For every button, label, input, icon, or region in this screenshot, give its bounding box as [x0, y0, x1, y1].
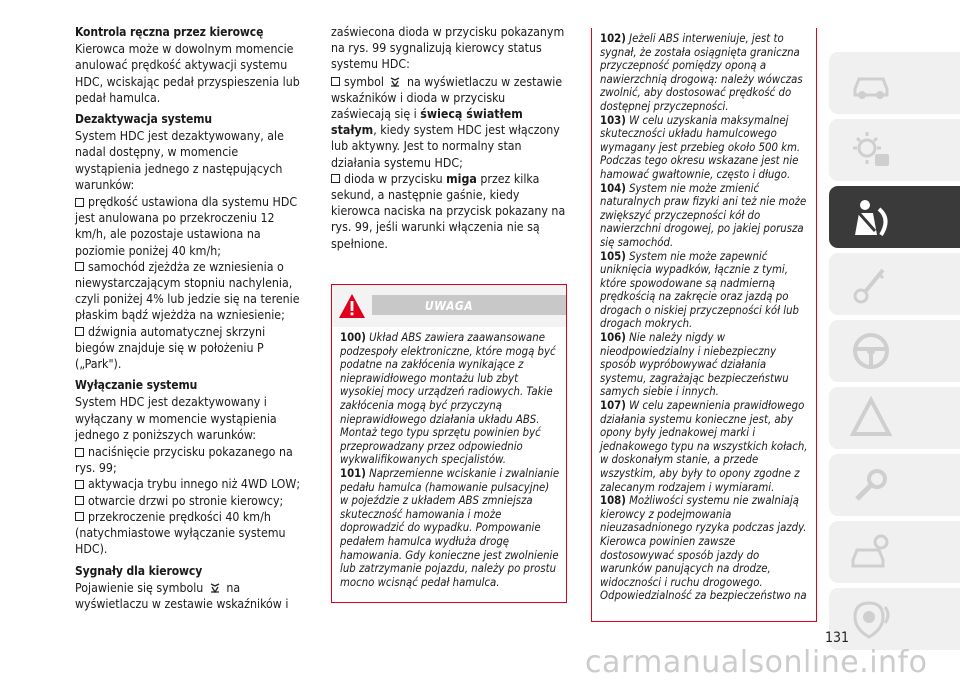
- list-item-text: dźwignia automatycznej skrzyni biegów znajduje się w położeniu P („Park").: [75, 324, 266, 372]
- warning-note: [340, 467, 560, 589]
- paragraph: System HDC jest dezaktywowany i wyłączany w momencie wystąpienia jednego z poniższych warunków:: [75, 395, 277, 442]
- list-item: [75, 509, 307, 558]
- warning-title: UWAGA: [424, 299, 474, 313]
- note-number: 106): [600, 331, 626, 345]
- checkbox-bullet-icon: [331, 77, 340, 86]
- paragraph: zaświecona dioda w przycisku pokazanym na rys. 99 sygnalizują kierowcy status systemu HDC:: [331, 25, 565, 72]
- list-item: [331, 74, 567, 171]
- note-number: 108): [600, 494, 626, 508]
- watermark: carmanualsonline.info: [585, 645, 928, 680]
- seatbelt-airbag-icon: [849, 195, 893, 239]
- list-item-text: na wyświetlaczu w zestawie wskaźników i dioda w przycisku zaświecają się i: [331, 74, 563, 122]
- chapter-tab[interactable]: [829, 387, 960, 449]
- warning-note: [600, 182, 810, 250]
- note-number: 103): [600, 113, 626, 127]
- checkbox-bullet-icon: [75, 448, 84, 457]
- list-item-text: aktywacja trybu innego niż 4WD LOW;: [88, 477, 301, 492]
- note-text: W celu uzyskania maksymalnej skuteczności układu hamulcowego wymagany jest przebieg około 500 km. Podczas tego okresu wskazane jest nie hamować gwałtownie, często i długo.: [600, 113, 801, 181]
- note-text: Jeżeli ABS interweniuje, jest to sygnał, że została osiągnięta graniczna przyczepność pomiędzy oponą a nawierzchnią drogową: należy wówczas zwolnić, aby dostosować prędkość do dostępnej przyczepności.: [600, 32, 803, 113]
- checkbox-bullet-icon: [75, 496, 84, 505]
- paragraph: [75, 580, 307, 612]
- list-item: [75, 493, 307, 509]
- chapter-tab[interactable]: [829, 320, 960, 382]
- note-text: Możliwości systemu nie zwalniają kierowcy z podejmowania nieuzasadnionego ryzyka podczas jazdy. Kierowca powinien zawsze dostosowywać sposób jazdy do warunków panujących na drodze, widoczności i ruchu drogowego. Odpowiedzialność za bezpieczeństwo na: [600, 494, 807, 603]
- checkbox-bullet-icon: [75, 327, 84, 336]
- section-heading: Wyłączanie systemu: [75, 378, 198, 393]
- warning-note: [600, 114, 810, 182]
- note-number: 100): [340, 331, 366, 344]
- warning-note: [600, 331, 810, 399]
- warning-note: [600, 250, 810, 332]
- page-number: 131: [825, 630, 850, 646]
- note-text: W celu zapewnienia prawidłowego działania systemu konieczne jest, aby opony były jednakowej marki i jednakowego typu na wszystkich kołach, w doskonałym stanie, a przede wszystkim, aby były to opony zgodne z zalecanym rodzajem i wymiarami.: [600, 399, 808, 494]
- warning-note: [600, 32, 810, 114]
- chapter-tab[interactable]: [829, 119, 960, 181]
- list-item-text: przez kilka sekund, a następnie gaśnie, kiedy kierowca naciska na przycisk pokazany na rys. 99, jeśli warunki włączenia nie są spełnione.: [331, 171, 566, 251]
- list-item-text: symbol: [344, 74, 384, 89]
- warning-text: [592, 28, 816, 603]
- warning-note: [600, 494, 810, 603]
- steering-key-icon: [849, 262, 893, 306]
- hdc-symbol-icon: [389, 76, 401, 88]
- list-item: [75, 476, 307, 492]
- note-text: Nie należy nigdy w nieodpowiedzialny i niebezpieczny sposób wypróbowywać działania systemu, zagrażając bezpieczeństwu samych siebie i innych.: [600, 331, 789, 399]
- checkbox-bullet-icon: [75, 262, 84, 271]
- paragraph: System HDC jest dezaktywowany, ale nadal dostępny, w momencie wystąpienia jednego z następujących warunków:: [75, 129, 284, 192]
- list-item-text: samochód zjeżdża ze wzniesienia o niewystarczającym stopniu nachylenia, czyli poniżej 4% lub jedzie się na terenie płaskim bądź wjeżdża na wzniesienie;: [75, 259, 300, 323]
- warning-note: [600, 399, 810, 494]
- note-number: 102): [600, 32, 626, 45]
- chapter-tab[interactable]: [829, 253, 960, 315]
- note-number: 105): [600, 249, 626, 263]
- section-heading: Sygnały dla kierowcy: [75, 563, 203, 578]
- warning-lights-icon: [849, 128, 893, 172]
- warning-box: [331, 284, 567, 603]
- text-column-left: [75, 24, 307, 613]
- chapter-tab[interactable]: [829, 454, 960, 516]
- paragraph-text: na wyświetlaczu w zestawie wskaźników i: [75, 580, 289, 611]
- section-heading: Kontrola ręczna przez kierowcę: [75, 25, 264, 39]
- specs-car-icon: [849, 530, 893, 574]
- chapter-tab[interactable]: [829, 186, 960, 248]
- note-number: 101): [340, 466, 366, 480]
- list-item: [75, 324, 307, 373]
- note-text: Układ ABS zawiera zaawansowane podzespoły elektroniczne, które mogą być podatne na zakłócenia wynikające z nieprawidłowego montażu lub zbyt wysokiej mocy urządzeń radiowych. Takie zakłócenia mogą być przyczyną nieprawidłowego działania układu ABS. Montaż tego typu sprzętu powinien być przeprowadzany przez odpowiednio wykwalifikowanych specjalistów.: [340, 331, 556, 467]
- list-item-text: przekroczenie prędkości 40 km/h (natychmiastowe wyłączanie systemu HDC).: [75, 509, 286, 557]
- hdc-symbol-icon: [209, 582, 221, 594]
- paragraph: Kierowca może w dowolnym momencie anulować prędkość aktywacji systemu HDC, wciskając pedał przyspieszenia lub pedał hamulca.: [75, 42, 300, 105]
- text-column-middle: [331, 24, 567, 252]
- checkbox-bullet-icon: [75, 198, 84, 207]
- paragraph-text: Pojawienie się symbolu: [75, 580, 204, 595]
- warning-text: [332, 327, 566, 589]
- warning-continuation-box: [591, 28, 817, 622]
- chapter-tab[interactable]: [829, 52, 960, 114]
- warning-header: [332, 285, 566, 327]
- checkbox-bullet-icon: [75, 512, 84, 521]
- wrench-car-icon: [849, 463, 893, 507]
- list-item: [75, 444, 307, 476]
- list-item-text: dioda w przycisku: [344, 171, 443, 186]
- list-item-text: otwarcie drzwi po stronie kierowcy;: [88, 493, 284, 508]
- list-item: [331, 171, 567, 252]
- list-item: [75, 259, 307, 324]
- emphasis-text: miga: [446, 171, 477, 186]
- multimedia-icon: [849, 597, 893, 641]
- note-text: System nie może zmienić naturalnych praw fizyki ani też nie może zwiększyć przyczepności kół do nawierzchni drogowej, po jakiej porusza się samochód.: [600, 181, 807, 249]
- steering-wheel-icon: [849, 329, 893, 373]
- note-number: 107): [600, 399, 626, 413]
- chapter-tab[interactable]: [829, 521, 960, 583]
- note-text: Naprzemienne wciskanie i zwalnianie pedału hamulca (hamowanie pulsacyjne) w pojeździe z układem ABS zmniejsza skuteczność hamowania i może doprowadzić do wypadku. Pompowanie pedałem hamulca wydłuża drogę hamowania. Gdy konieczne jest zwolnienie lub zatrzymanie pojazdu, należy po prostu mocno wcisnąć pedał hamulca.: [340, 466, 560, 589]
- note-text: System nie może zapewnić uniknięcia wypadków, łącznie z tymi, które spowodowane są nadmierną prędkością na zakręcie oraz jazdą po drogach o niskiej przyczepności kół lub drogach mokrych.: [600, 249, 799, 331]
- note-number: 104): [600, 181, 626, 195]
- list-item-text: prędkość ustawiona dla systemu HDC jest anulowana po przekroczeniu 12 km/h, ale pozostaje ustawiona na poziomie poniżej 40 km/h;: [75, 195, 298, 258]
- emergency-triangle-icon: [849, 396, 893, 440]
- list-item-text: , kiedy system HDC jest włączony lub aktywny. Jest to normalny stan działania systemu HDC;: [331, 123, 560, 170]
- list-item-text: naciśnięcie przycisku pokazanego na rys. 99;: [75, 445, 293, 476]
- checkbox-bullet-icon: [75, 480, 84, 489]
- warning-note: [340, 331, 560, 467]
- checkbox-bullet-icon: [331, 174, 340, 183]
- list-item: [75, 194, 307, 259]
- emphasis-text: świecą światłem stałym: [331, 107, 523, 138]
- section-heading: Dezaktywacja systemu: [75, 112, 212, 127]
- car-icon: [849, 61, 893, 105]
